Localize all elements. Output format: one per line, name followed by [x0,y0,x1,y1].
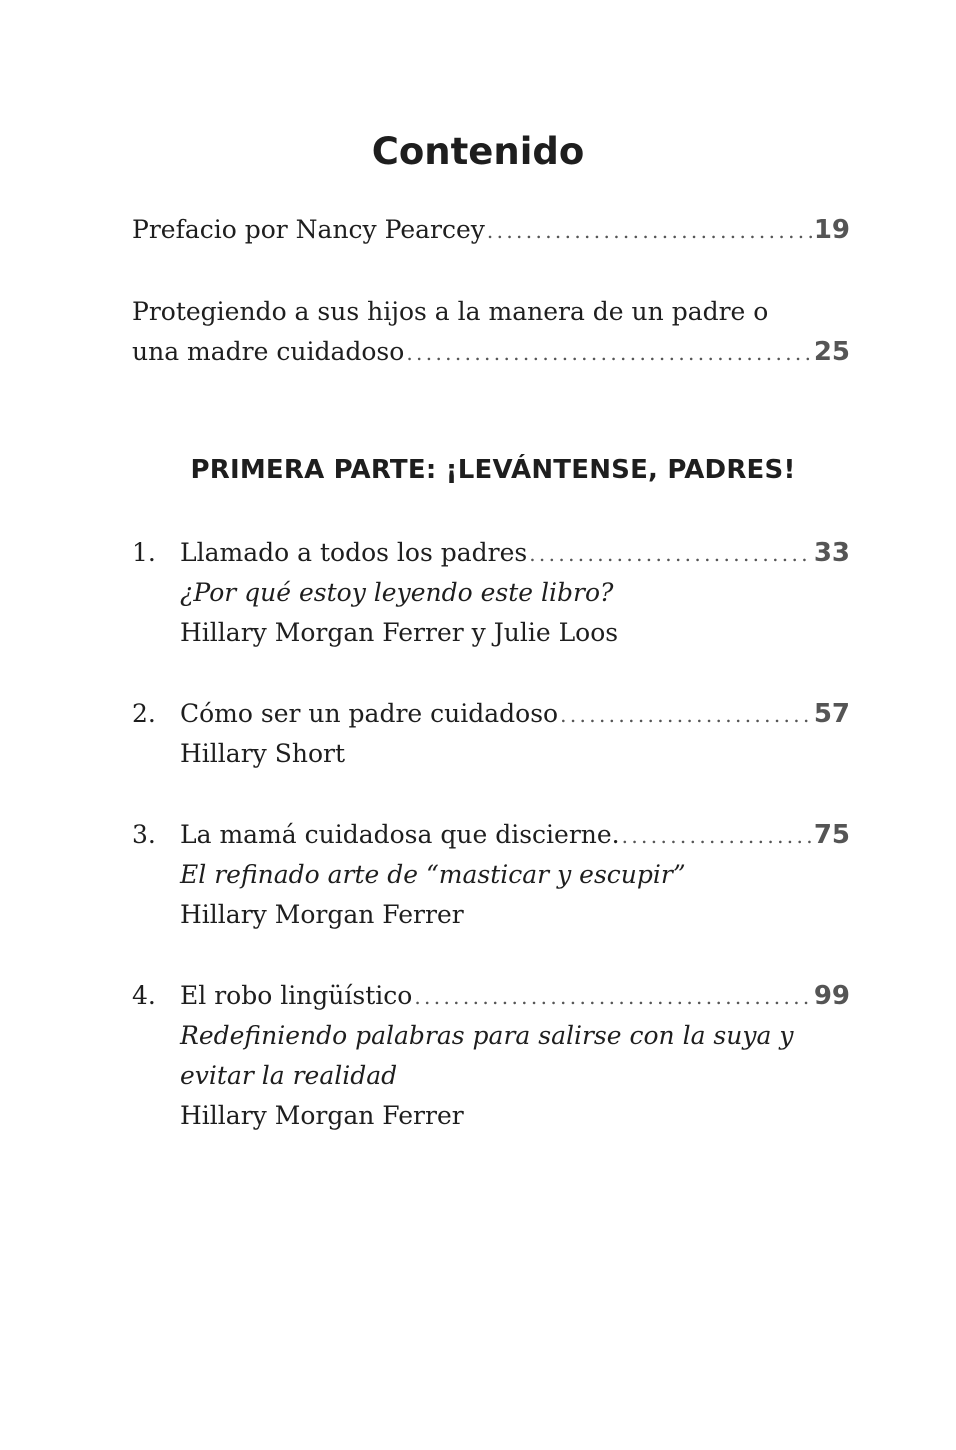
chapter-title: Cómo ser un padre cuidadoso [180,699,559,728]
toc-page-number: 99 [813,981,850,1011]
dot-leader [487,210,812,251]
toc-entry-prefacio[interactable] [132,210,850,250]
toc-entry-title: Prefacio por Nancy Pearcey [132,215,485,244]
toc-chapter-4[interactable] [132,976,850,1136]
toc-entry-line [132,815,850,855]
toc-page-number: 19 [813,215,850,245]
toc-page-number: 75 [813,820,850,850]
chapter-number: 3. [132,820,156,849]
toc-page-number: 33 [813,538,850,568]
chapter-subtitle: El refinado arte de “masticar y escupir” [180,860,686,889]
dot-leader [414,976,812,1017]
toc-entry-line [132,332,850,372]
dot-leader [406,332,812,373]
toc-entry-title: Protegiendo a sus hijos a la manera de un padre o [132,297,769,326]
chapter-title: Llamado a todos los padres [180,538,528,567]
chapter-author: Hillary Short [180,739,345,768]
toc-chapter-2[interactable] [132,694,850,774]
toc-entry-line [132,976,850,1016]
toc-entry-line [132,694,850,734]
chapter-subtitle: Redefiniendo palabras para salirse con la suya y [180,1021,794,1050]
toc-chapter-1[interactable] [132,533,850,653]
toc-entry-line [132,292,850,332]
chapter-title: La mamá cuidadosa que discierne. [180,820,620,849]
dot-leader [622,815,812,856]
toc-page-number: 25 [813,337,850,367]
toc-entry-protegiendo[interactable] [132,292,850,372]
dot-leader [529,533,812,574]
toc-chapter-3[interactable] [132,815,850,935]
dot-leader [560,694,812,735]
chapter-author: Hillary Morgan Ferrer y Julie Loos [180,618,619,647]
chapter-author: Hillary Morgan Ferrer [180,1101,464,1130]
chapter-number: 4. [132,981,156,1010]
chapter-subtitle: ¿Por qué estoy leyendo este libro? [180,578,614,607]
chapter-author: Hillary Morgan Ferrer [180,900,464,929]
toc-entry-line [132,533,850,573]
toc-entry-line [132,210,850,250]
part-heading: PRIMERA PARTE: ¡LEVÁNTENSE, PADRES! [190,455,796,485]
page-title: Contenido [371,130,585,173]
toc-page-number: 57 [813,699,850,729]
chapter-number: 1. [132,538,156,567]
chapter-subtitle-continued: evitar la realidad [180,1061,398,1090]
toc-entry-title-continued: una madre cuidadoso [132,337,405,366]
chapter-number: 2. [132,699,156,728]
chapter-title: El robo lingüístico [180,981,413,1010]
